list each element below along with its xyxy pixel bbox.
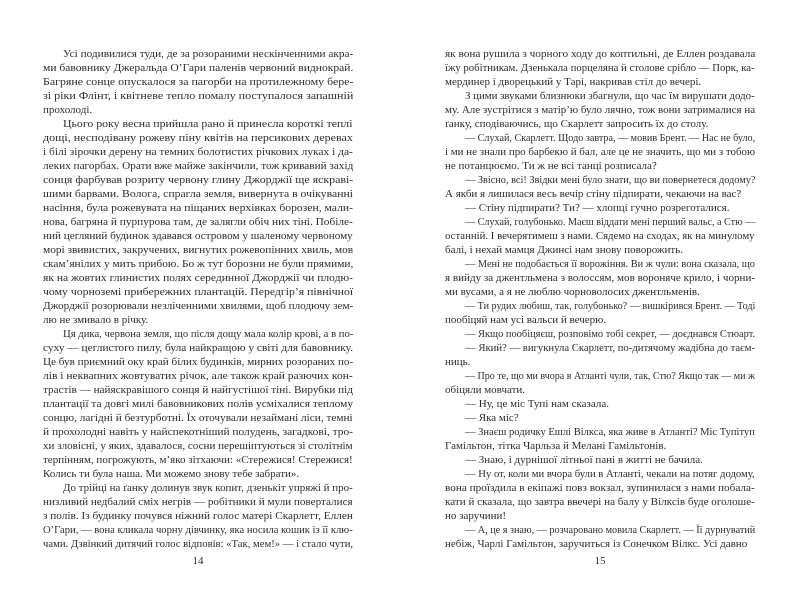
paragraph (445, 215, 755, 257)
paragraph (445, 453, 755, 467)
text-line: Колись ти була наша. Ми можемо знову тебе забрати». (43, 468, 300, 480)
text-line: З цими звуками близнюки збагнули, що час їм вирушати додо- (465, 90, 755, 102)
text-line: насіння, була рожевувата на піщаних верхівках борозен, мали- (43, 202, 353, 214)
text-line: Багряне сонце опускалося за пагорби на протилежному бере- (43, 76, 354, 88)
text-line: обіцяли мовчати. (445, 384, 526, 396)
text-line: Цього року весна прийшла рано й принесла короткі теплі (63, 118, 353, 130)
paragraph (445, 131, 755, 173)
text-line: ґанку, сподіваючись, що Скарлетт запросить їх до столу. (445, 118, 709, 130)
text-line: прохолоді. (43, 104, 93, 116)
text-line: Це був приємний оку край білих будинків, мирних розораних по- (43, 356, 354, 368)
text-line: й прохолодні навіть у найспекотніший полудень, загадкові, тро- (43, 426, 353, 438)
paragraph (43, 327, 353, 481)
book-page-left (43, 47, 353, 568)
text-line: ний цегляний будинок здавався островом у шаленому червоному (43, 230, 353, 242)
text-line: — Про те, що ми вчора в Атланті чули, так, Стю? Якщо так — ми ж (465, 370, 755, 382)
text-line: балі, і нехай мамця Джинсі нам знову поворожить. (445, 244, 683, 256)
text-line: і ми не знали про барбекю й бал, але це не значить, що ми з тобою (445, 146, 756, 158)
text-line: Гамільтон, тітка Чарльза й Мелані Гамільтонів. (445, 440, 667, 452)
text-line: — Знаю, і дурнішої літньої пані в житті не бачила. (465, 454, 703, 466)
paragraph (445, 467, 755, 523)
text-line: нова, багряна й пурпурова там, де залягли обіч них тіні. Побіле- (43, 216, 353, 228)
text-line: пообіцяй нам усі вальси й вечерю. (445, 314, 607, 326)
text-line: з полів. Із будинку почувся ніжний голос матері Скарлетт, Еллен (43, 510, 353, 522)
text-line: трастів — найяскравішого сонця й найгустішої тіні. Вирубки під (43, 384, 353, 396)
text-line: морі звивистих, закручених, вигнутих рожевопінних хвиль, мов (43, 244, 354, 256)
text-line: небіж, Чарлі Гамільтон, заручиться із Сонечком Вілкс. Усі давно (445, 538, 748, 550)
text-line: — Ти рудих любиш, так, голубонько? — вишкірився Брент. — Тоді (465, 300, 756, 312)
text-line: дощі, несподівану рожеву піну квітів на персикових деревах (43, 132, 353, 144)
paragraph (445, 397, 755, 411)
text-line: мердинер і дворецький у Тарі, накривав стіл до вечері. (445, 76, 702, 88)
text-line: терпінням, погрожують, м’яко зітхаючи: «Стережися! Стережися! (43, 454, 353, 466)
text-line: леких пагорбах. Орати вже майже закінчили, тож кривавий захід (43, 160, 354, 172)
text-line: лю не змивало в річку. (43, 314, 149, 326)
text-line: кати й сказала, що завтра ввечері на балу у Вілксів буде оголоше- (445, 496, 755, 508)
text-line: сонця фарбував розриту червону глину Джорджії ще яскраві- (43, 174, 354, 186)
text-line: плантації та довгі милі бавовникових полів усміхалися теплому (43, 398, 354, 410)
paragraph (43, 481, 353, 551)
paragraph (445, 89, 755, 131)
text-line: чами. Дзвінкий дитячий голос відповів: «Так, мем!» — і стало чути, (43, 538, 354, 550)
book-page-right (445, 47, 755, 568)
paragraph (445, 299, 755, 327)
text-line: — Звісно, всі! Звідки мені було знати, що ви повернетеся додому? (465, 174, 756, 186)
text-line: і білі зірочки дерену на темних болотистих річкових луках і да- (43, 146, 353, 158)
paragraph (43, 117, 353, 327)
paragraph (445, 341, 755, 369)
paragraph (445, 173, 755, 201)
paragraph (445, 523, 755, 551)
text-line: — Мені не подобається її ворожіння. Ви ж чули: вона сказала, що (465, 258, 755, 270)
text-line: — Слухай, Скарлетт. Щодо завтра, — мовив Брент. — Нас не було, (465, 132, 756, 144)
paragraph (445, 411, 755, 425)
page-number-right: 15 (594, 555, 606, 567)
page-left-text (43, 47, 353, 551)
paragraph (445, 47, 755, 89)
text-line: не потанцюємо. Ти ж не всі танці розписала? (445, 160, 657, 172)
text-line: му. Але зустрітися з матір’ю було лячно, тож вони затрималися на (445, 104, 756, 116)
text-line: вона проїздила в екіпажі повз вокзал, зупинилася з нами побала- (445, 482, 755, 494)
page-right-text (445, 47, 755, 551)
text-line: як вона рушила з чорного ходу до коптильні, де Еллен роздавала (445, 48, 756, 60)
paragraph (445, 201, 755, 215)
page-number-left: 14 (192, 555, 204, 567)
text-line: А якби я лишилася весь вечір стіну підпирати, чекаючи на вас? (445, 188, 742, 200)
paragraph (445, 369, 755, 397)
text-line: — Ну, це міс Тупі нам сказала. (465, 398, 609, 410)
text-line: низливий недбалий сміх негрів — робітники й мули поверталися (43, 496, 353, 508)
paragraph (445, 257, 755, 299)
text-line: лів і неквапних жовтуватих річок, але також край разючих кон- (43, 370, 353, 382)
text-line: О’Гари, — вона кликала чорну дівчинку, яка носила кошик із її клю- (43, 524, 353, 536)
text-line: ниць. (445, 356, 471, 368)
text-line: Ця дика, червона земля, що після дощу мала колір крові, а в по- (63, 328, 354, 340)
text-line: До трійці на ґанку долинув звук копит, дзенькіт упряжі й про- (63, 482, 353, 494)
text-line: — Слухай, голубонько. Маєш віддати мені перший вальс, а Стю — (465, 216, 756, 228)
text-line: я вийду за джентльмена з волоссям, мов вороняче крило, і чорни- (445, 272, 756, 284)
text-line: — Знаєш родичку Ешлі Вілкса, яка живе в Атланті? Міс Тупітуп (465, 426, 755, 438)
text-line: ми вусами, а я не люблю чорноволосих джентльменів. (445, 286, 700, 298)
text-line: — Який? — вигукнула Скарлетт, по-дитячому жадібна до таєм- (465, 342, 756, 354)
text-line: ми бавовнику Джеральда О’Гари паленів червоний виднокрай. (43, 62, 354, 74)
text-line: останній. І вечерятимеш з нами. Сядемо на сходах, як на минулому (445, 230, 755, 242)
text-line: шими барвами. Волога, спрагла земля, вивернута в очікуванні (43, 188, 354, 200)
text-line: Усі подивилися туди, де за розораними нескінченними акра- (63, 48, 354, 60)
text-line: — Якщо пообіцяєш, розповімо тобі секрет, — доєднався Стюарт. (465, 328, 756, 340)
text-line: їжу робітникам. Дзенькала порцеляна й столове срібло — Порк, ка- (445, 62, 755, 74)
text-line: — А, це я знаю, — розчаровано мовила Скарлетт. — Її дурнуватий (465, 524, 756, 536)
text-line: — Ну от, коли ми вчора були в Атланті, чекали на потяг додому, (465, 468, 755, 480)
text-line: сонцю, лагідні й безтурботні. Їх оточували незаймані ліси, темні (43, 412, 353, 424)
text-line: чому чорноземі прибережних плантацій. Передгір’я північної (43, 286, 354, 298)
paragraph (445, 327, 755, 341)
text-line: — Яка міс? (465, 412, 519, 424)
paragraph (445, 425, 755, 453)
text-line: Джорджії розорювали незліченними хвилями, щоб плодючу зем- (43, 300, 354, 312)
text-line: скам’янілих у мить прибою. Бо ж тут борозни не були прямими, (43, 258, 354, 270)
text-line: зі ріки Флінт, і квітневе тепло помалу поступалося запашній (43, 90, 354, 102)
text-line: як на жовтих глинистих полях серединної Джорджії чи плодю- (43, 272, 353, 284)
text-line: суху — цеглистого пилу, була найкращою у світі для бавовнику. (43, 342, 354, 354)
text-line: но заручини! (445, 510, 507, 522)
text-line: — Стіну підпирати? Ти? — хлопці гучно розреготалися. (465, 202, 730, 214)
paragraph (43, 47, 353, 117)
text-line: хи зловісні, у яких, здавалося, сосни перешіптуються зі столітнім (43, 440, 353, 452)
